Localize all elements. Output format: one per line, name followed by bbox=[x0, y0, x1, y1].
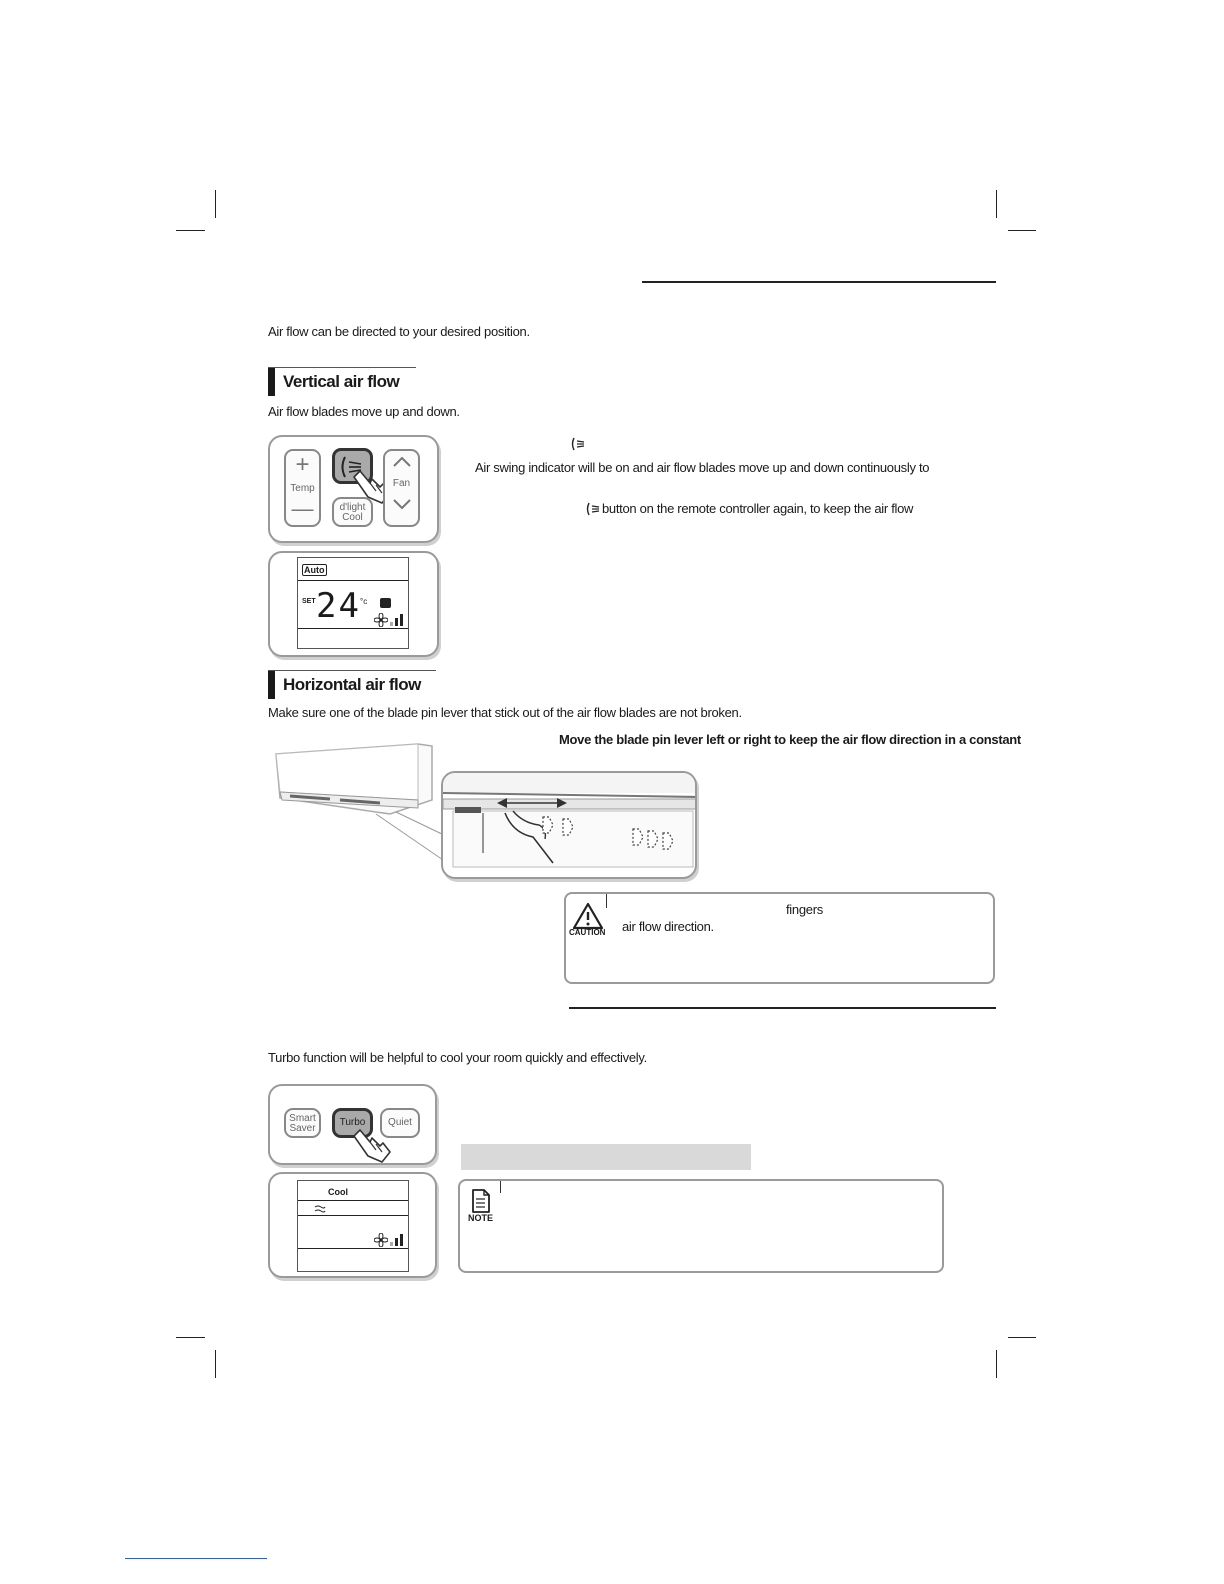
intro-text: Air flow can be directed to your desired position. bbox=[268, 324, 530, 339]
air-swing-inline-icon bbox=[570, 436, 586, 452]
crop-mark-top-left-vertical bbox=[215, 190, 216, 218]
caution-box bbox=[564, 892, 995, 984]
caution-warning-icon bbox=[572, 902, 604, 930]
blade-zoom-detail bbox=[441, 771, 697, 879]
fan-button[interactable] bbox=[383, 449, 420, 527]
caution-word-fingers: fingers bbox=[786, 902, 823, 917]
lcd-divider-top bbox=[298, 1200, 408, 1201]
chevron-down-icon bbox=[385, 497, 418, 514]
fan-speed-bars-icon bbox=[390, 1234, 404, 1246]
blade-detail-drawing bbox=[443, 773, 697, 879]
heading-bar bbox=[268, 671, 275, 699]
dlight-label: d'light bbox=[339, 502, 366, 513]
cool-label: Cool bbox=[342, 512, 363, 523]
caution-separator bbox=[606, 894, 607, 908]
horizontal-air-flow-heading bbox=[268, 670, 436, 698]
lcd-divider-middle bbox=[298, 1215, 408, 1216]
lcd-screen bbox=[297, 1180, 409, 1272]
turbo-indicator-icon bbox=[314, 1204, 326, 1214]
temp-label: Temp bbox=[290, 483, 315, 494]
crop-mark-bottom-right-horizontal bbox=[1008, 1337, 1036, 1338]
mode-badge: Auto bbox=[304, 565, 325, 575]
vertical-step-2: button on the remote controller again, to keep the air flow bbox=[602, 501, 914, 516]
lcd-divider-bottom bbox=[298, 628, 408, 629]
chevron-up-icon bbox=[385, 455, 418, 472]
page-link-underline bbox=[125, 1558, 267, 1559]
horizontal-description: Make sure one of the blade pin lever that stick out of the air flow blades are not broken. bbox=[268, 705, 742, 720]
vertical-air-flow-heading bbox=[268, 367, 416, 395]
heading-bar bbox=[268, 368, 275, 396]
lcd-divider-top bbox=[298, 580, 408, 581]
vertical-remote-panel bbox=[268, 435, 439, 543]
note-separator bbox=[500, 1181, 501, 1193]
note-label: NOTE bbox=[468, 1213, 494, 1223]
temp-button[interactable] bbox=[284, 449, 321, 527]
temperature-unit: °c bbox=[360, 597, 368, 606]
heading-text: Horizontal air flow bbox=[283, 675, 421, 694]
heading-text: Vertical air flow bbox=[283, 372, 400, 391]
plus-icon: + bbox=[295, 451, 310, 478]
quiet-label: Quiet bbox=[388, 1117, 412, 1128]
crop-mark-top-right-horizontal bbox=[1008, 230, 1036, 231]
lcd-screen bbox=[297, 557, 409, 649]
smart-label: Smart bbox=[289, 1113, 316, 1124]
mode-label: Cool bbox=[328, 1187, 348, 1197]
highlight-bar bbox=[461, 1144, 751, 1170]
fan-icon bbox=[374, 1233, 388, 1247]
fan-icon bbox=[374, 613, 388, 627]
vertical-description: Air flow blades move up and down. bbox=[268, 404, 460, 419]
caution-label: CAUTION bbox=[569, 928, 606, 937]
crop-mark-top-left-horizontal bbox=[176, 230, 205, 231]
minus-icon: — bbox=[291, 496, 314, 521]
turbo-remote-panel bbox=[268, 1084, 437, 1165]
turbo-section-rule bbox=[569, 1007, 996, 1009]
swing-indicator-icon bbox=[380, 598, 391, 608]
fan-label: Fan bbox=[392, 478, 411, 489]
crop-mark-bottom-left-horizontal bbox=[176, 1337, 205, 1338]
note-document-icon bbox=[471, 1189, 491, 1213]
turbo-display-panel bbox=[268, 1172, 437, 1278]
horizontal-instruction: Move the blade pin lever left or right to keep the air flow direction in a constant bbox=[559, 732, 1021, 747]
crop-mark-bottom-left-vertical bbox=[215, 1350, 216, 1378]
temperature-readout: 24 bbox=[316, 586, 361, 626]
set-label: SET bbox=[302, 598, 316, 605]
dlight-cool-button[interactable] bbox=[332, 497, 373, 527]
turbo-description: Turbo function will be helpful to cool your room quickly and effectively. bbox=[268, 1050, 647, 1065]
vertical-step-1: Air swing indicator will be on and air flow blades move up and down continuously to bbox=[475, 460, 930, 475]
smart-saver-button[interactable] bbox=[284, 1108, 321, 1138]
air-swing-inline-icon-2 bbox=[585, 501, 601, 517]
pressing-hand-icon bbox=[350, 1126, 398, 1166]
crop-mark-bottom-right-vertical bbox=[996, 1350, 997, 1378]
crop-mark-top-right-vertical bbox=[996, 190, 997, 218]
vertical-display-panel bbox=[268, 551, 439, 657]
caution-line-2: air flow direction. bbox=[622, 919, 714, 934]
note-box bbox=[458, 1179, 944, 1273]
turbo-label: Turbo bbox=[339, 1117, 366, 1128]
section-title-rule bbox=[642, 281, 996, 283]
saver-label: Saver bbox=[289, 1123, 316, 1134]
lcd-divider-bottom bbox=[298, 1248, 408, 1249]
fan-speed-bars-icon bbox=[390, 614, 404, 626]
